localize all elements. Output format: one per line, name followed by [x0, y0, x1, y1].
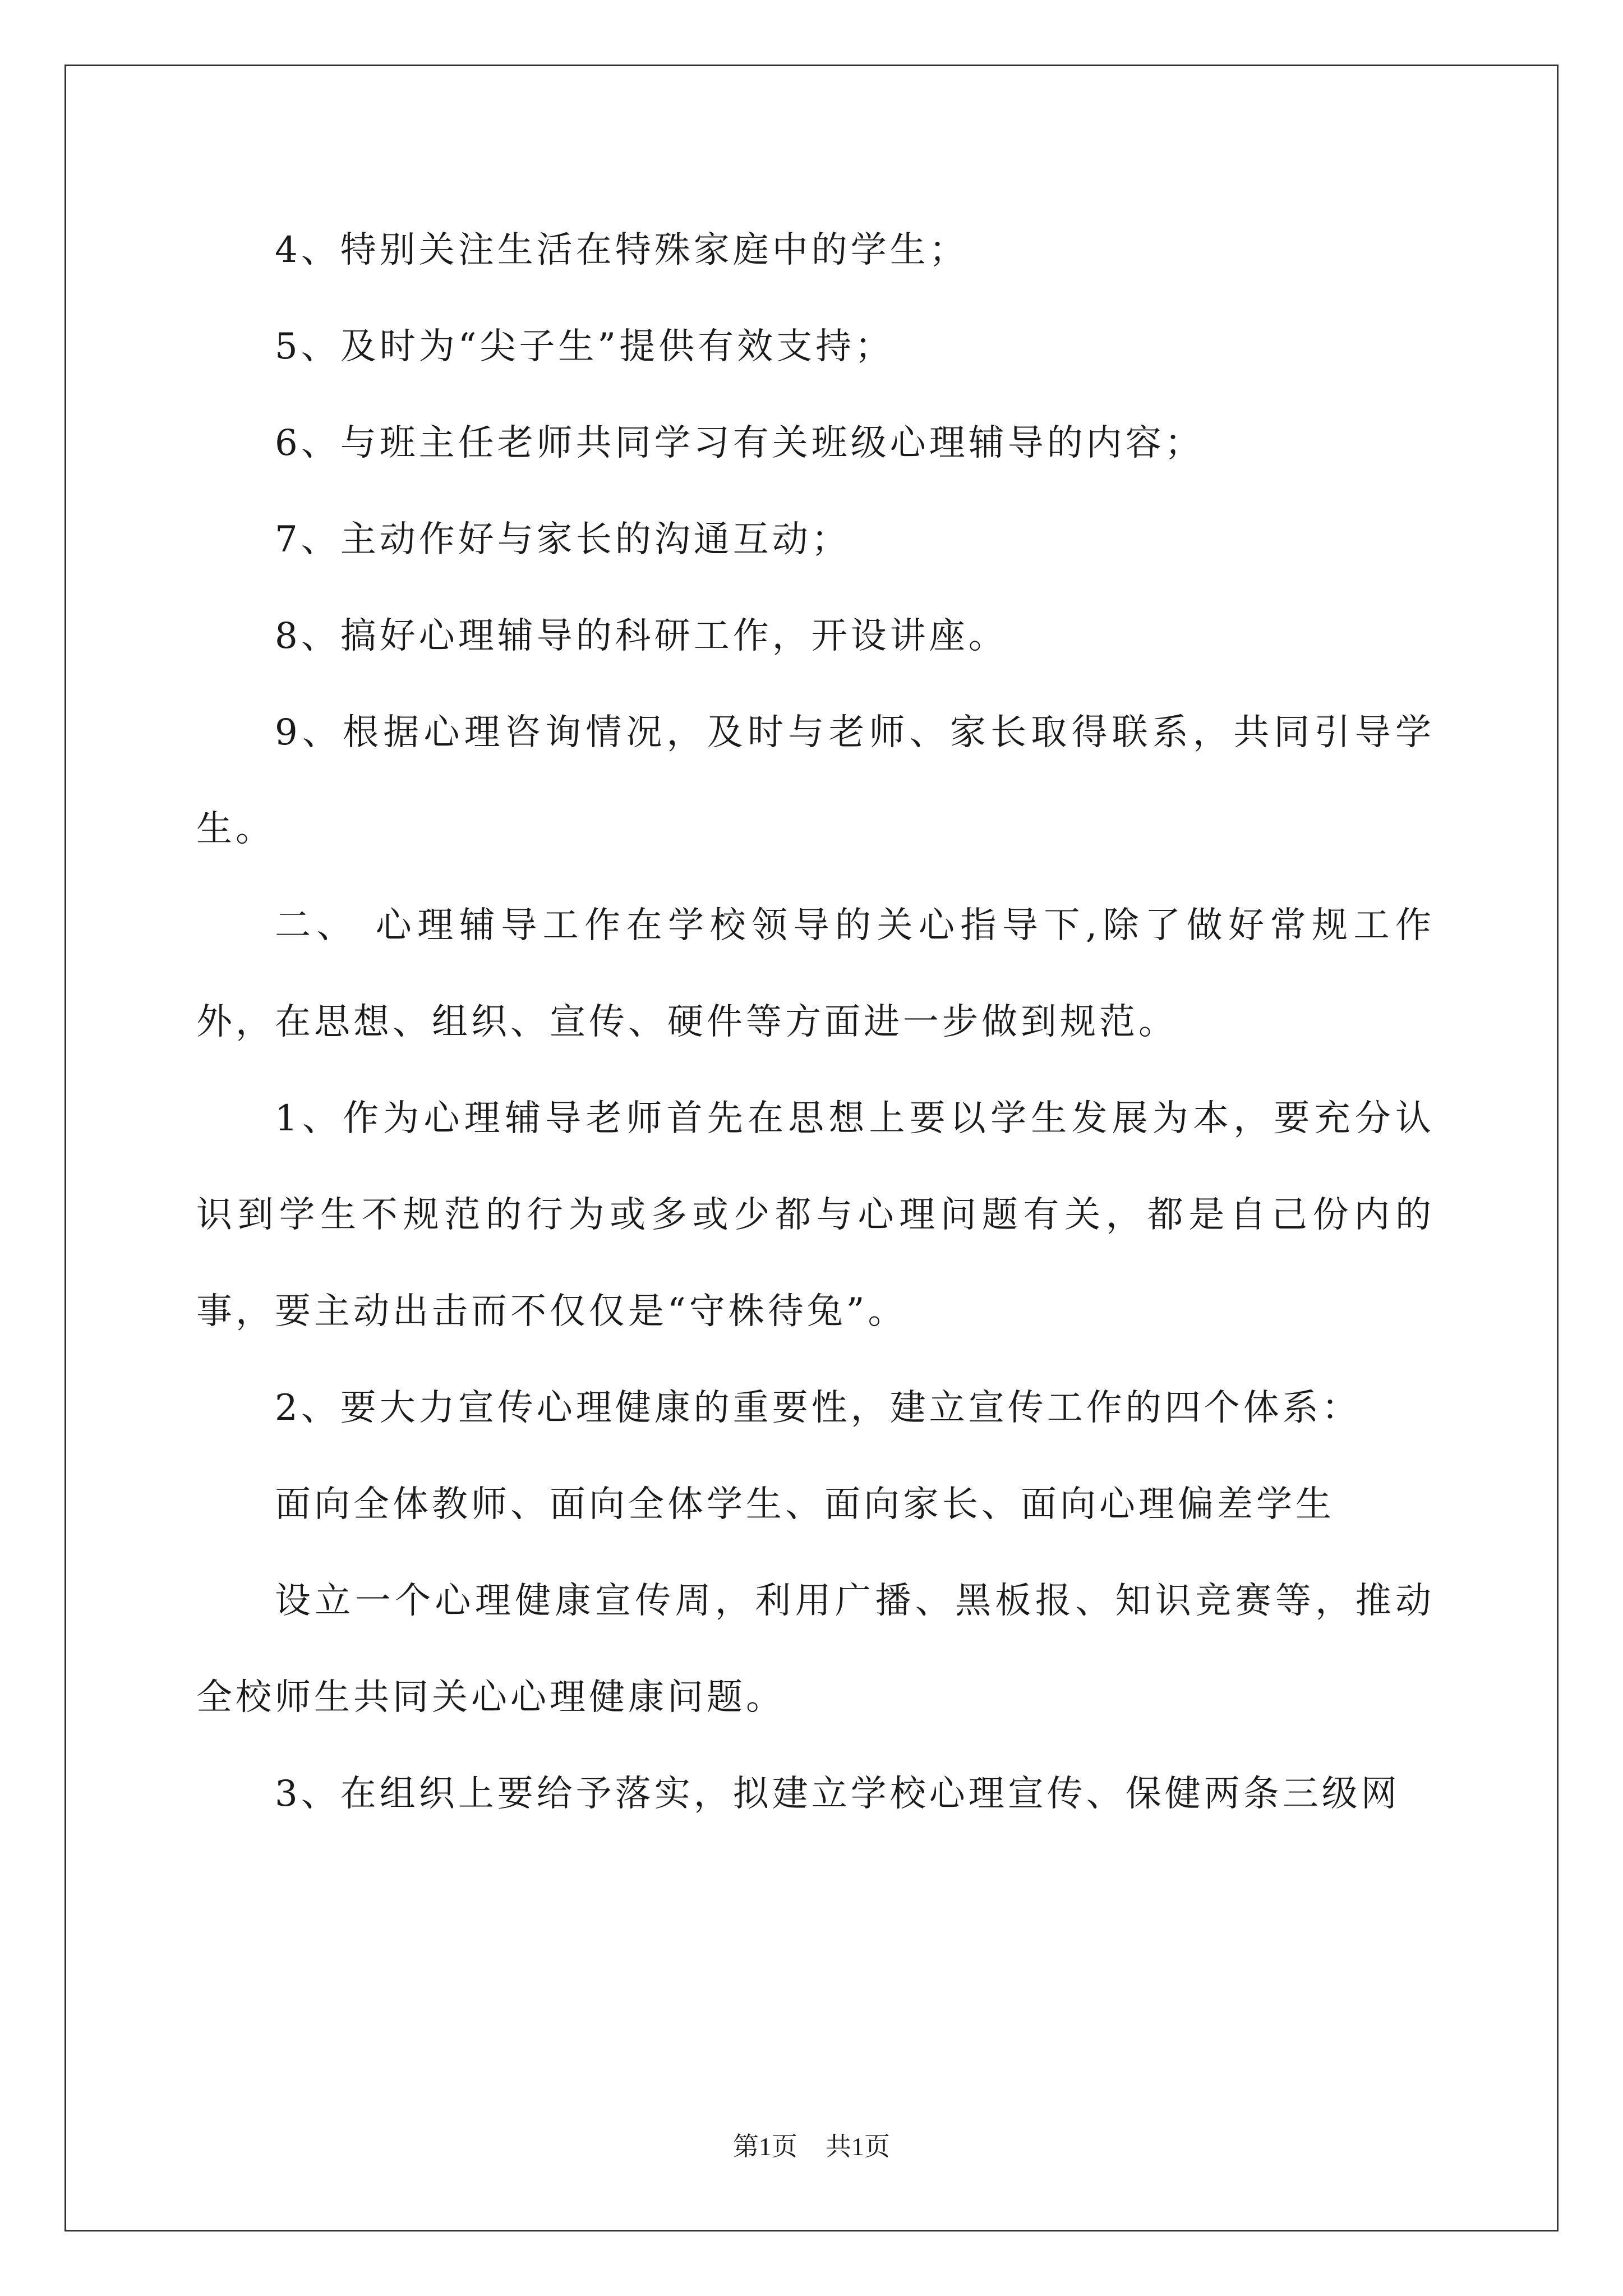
paragraph: 面向全体教师、面向全体学生、面向家长、面向心理偏差学生: [275, 1484, 1335, 1525]
paragraph: 5、及时为“尖子生”提供有效支持；: [275, 326, 895, 367]
document-body: [196, 202, 1435, 1842]
page-footer: [0, 2126, 1623, 2163]
paragraph: 3、在组织上要给予落实，拟建立学校心理宣传、保健两条三级网: [275, 1773, 1400, 1815]
page-number: 第1页: [733, 2132, 797, 2161]
paragraph: 4、特别关注生活在特殊家庭中的学生；: [275, 229, 969, 271]
page-total: 共1页: [826, 2132, 890, 2161]
paragraph: 6、与班主任老师共同学习有关班级心理辅导的内容；: [275, 422, 1204, 464]
paragraph: 9、根据心理咨询情况，及时与老师、家长取得联系，共同引导学生。: [196, 712, 1435, 850]
paragraph: 二、 心理辅导工作在学校领导的关心指导下,除了做好常规工作外，在思想、组织、宣传、硬件等方面进一步做到规范。: [196, 905, 1435, 1043]
paragraph: 1、作为心理辅导老师首先在思想上要以学生发展为本，要充分认识到学生不规范的行为或多或少都与心理问题有关，都是自己份内的事，要主动出击而不仅仅是“守株待兔”。: [196, 1098, 1435, 1332]
paragraph: 8、搞好心理辅导的科研工作，开设讲座。: [275, 615, 1008, 657]
paragraph: 设立一个心理健康宣传周，利用广播、黑板报、知识竞赛等，推动全校师生共同关心心理健康问题。: [196, 1580, 1435, 1718]
paragraph: 2、要大力宣传心理健康的重要性，建立宣传工作的四个体系：: [275, 1387, 1361, 1429]
paragraph: 7、主动作好与家长的沟通互动；: [275, 519, 851, 560]
